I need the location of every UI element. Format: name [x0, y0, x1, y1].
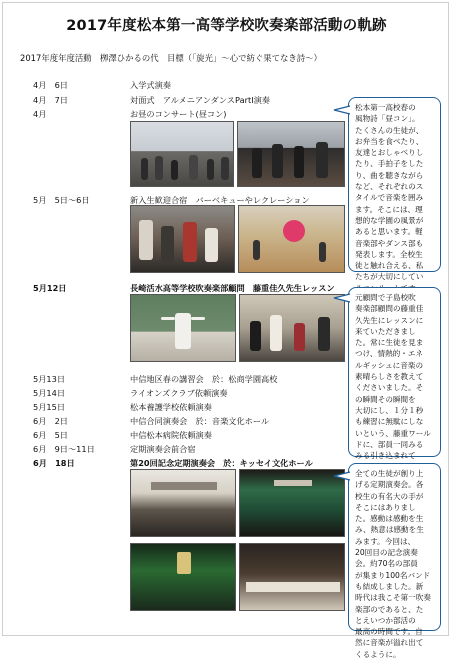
photo-hirucon-performers: [237, 121, 345, 187]
photo-concert-stage-3: [130, 543, 236, 611]
event-text: 新入生歓迎合宿 バーベキューやレクレーション: [130, 195, 310, 205]
note-concert: 全ての生徒が創り上 げる定期演奏会。各 校生の有名大の手が そこにはありまし た。感動は感動を生 み、熱意は感動を生 みます。今回は、 20回目の記念演奏 会。約70名の部員 が集まり100名バンド も結成しました。新 時代は我こそ第一吹奏 楽部のであると、た とえいつか部活の 最高の時間です。自 然に音楽が溢れ出て くるように。: [348, 463, 441, 631]
event-text: 中信合同演奏会 於：音楽文化ホール: [130, 416, 270, 426]
event-date: 4月 6日: [33, 80, 68, 90]
event-text: ライオンズクラブ依頼演奏: [130, 388, 228, 398]
note-pointer: [334, 104, 350, 116]
page-title: 2017年度松本第一高等学校吹奏楽部活動の軌跡: [66, 18, 387, 34]
event-text: 入学式演奏: [130, 80, 171, 90]
event-date: 6月 9日～11日: [33, 444, 95, 454]
event-date: 5月 5日～6日: [33, 195, 90, 205]
event-text: 松本養護学校依頼演奏: [130, 402, 212, 412]
event-date: 6月 2日: [33, 416, 68, 426]
photo-concert-stage-1: [130, 469, 236, 537]
event-date: 5月15日: [33, 402, 66, 412]
photo-camp-recreation: [238, 205, 345, 273]
photo-lesson-students: [239, 294, 345, 362]
event-date: 4月: [33, 109, 47, 119]
event-date: 4月 7日: [33, 95, 68, 105]
event-date: 5月12日: [33, 283, 67, 293]
note-hirucon: 松本第一高校春の 風物詩「昼コン」。 たくさんの生徒が、 お弁当を食べたり、 友達とおしゃべりし たり、手拍子をした り、曲を聴きながら など、それぞれのス タイルで音楽を囲み ます。そこには、理 想的な学園の風景が あると思います。軽 音楽部やダンス部も 発表します。全校生 徒と触れ合える、私 たちが大切にしてい: [348, 97, 441, 272]
event-text: 第20回記念定期演奏会 於：キッセイ文化ホール: [130, 458, 313, 468]
event-date: 6月 5日: [33, 430, 68, 440]
event-text: 中信地区春の講習会 於：松商学園高校: [130, 374, 278, 384]
photo-concert-stage-4: [239, 543, 345, 611]
page-subtitle: 2017年度年度活動 栁澤ひかるの代 目標（「旋光」～心で紡ぐ果てなき詩～）: [20, 53, 322, 63]
photo-concert-stage-2: [239, 469, 345, 537]
photo-camp-bbq: [130, 205, 235, 273]
note-pointer: [334, 470, 350, 482]
event-date: 5月14日: [33, 388, 66, 398]
note-lesson: 元顧問で子島校吹 奏楽部顧問の藤重佳 久先生にレッスンに 来ていただきまし た。常に生徒を見ま つけ、情熱的・エネ ルギッシュに音楽の 素晴らしさを教えて くださいました。そ の瞬間その瞬間を 大切にし、１分１秒 も練習に無駄にしな いという、藤重ワール ドに、部員一同みる みる引き込まれて: [348, 287, 441, 457]
note-pointer: [334, 292, 350, 304]
event-date: 6月 18日: [33, 458, 75, 468]
event-text: 対面式 アルメニアンダンスPartⅠ演奏: [130, 95, 270, 105]
event-text: 長崎活水高等学校吹奏楽部顧問 藤重佳久先生レッスン: [130, 283, 335, 293]
event-text: 定期演奏会前合宿: [130, 444, 196, 454]
event-date: 5月13日: [33, 374, 66, 384]
photo-hirucon-outdoor: [130, 121, 234, 187]
event-text: お昼のコンサート(昼コン): [130, 109, 227, 119]
event-text: 中信松本病院依頼演奏: [130, 430, 212, 440]
photo-lesson-teacher: [130, 294, 236, 362]
